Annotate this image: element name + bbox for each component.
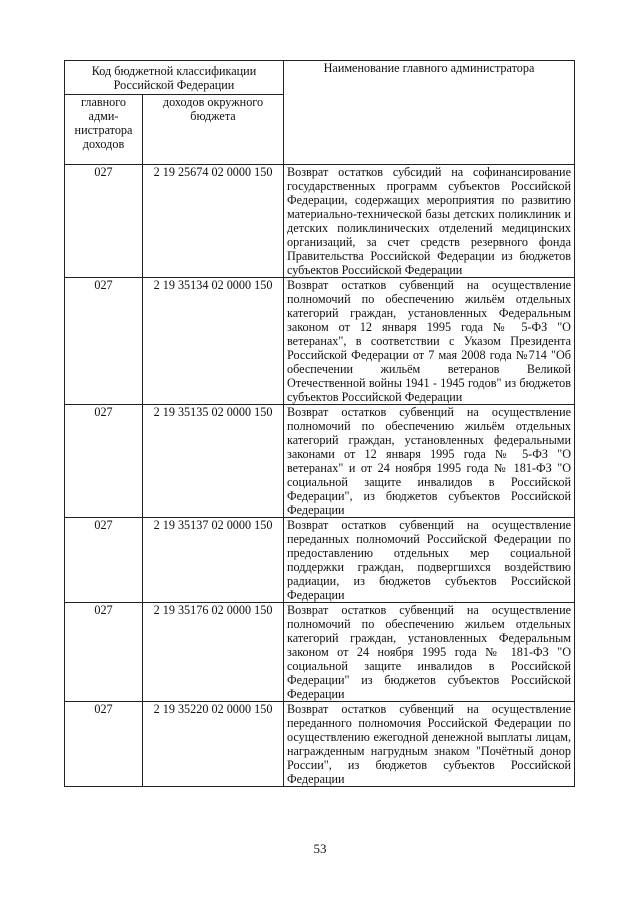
administrator-name-cell: Возврат остатков субвенций на осуществление полномочий по обеспечению жильём отдельных категорий граждан, установленных федеральными законами от 12 января 1995 года № 5-ФЗ "О ветеранах" и от 24 ноября 1995 года № 181-ФЗ "О социальной защите инвалидов в Российской Федерации", из бюджетов субъектов Российской Федерации [284,405,575,518]
administrator-name-cell: Возврат остатков субвенций на осуществление полномочий по обеспечению жильем отдельных категорий граждан, установленных Федеральным законом от 24 ноября 1995 года № 181-ФЗ "О социальной защите инвалидов в Российской Федерации" из бюджетов субъектов Российской Федерации [284,603,575,702]
header-admin-name: Наименование главного администратора [284,61,575,165]
admin-code-cell: 027 [65,603,143,702]
admin-code-cell: 027 [65,278,143,405]
income-code-cell: 2 19 35220 02 0000 150 [143,702,284,787]
header-row-top [65,61,575,95]
admin-code-cell: 027 [65,518,143,603]
table-row [65,603,575,702]
admin-code-cell: 027 [65,702,143,787]
budget-classification-table [64,60,575,787]
table-row [65,278,575,405]
income-code-cell: 2 19 35176 02 0000 150 [143,603,284,702]
admin-code-cell: 027 [65,405,143,518]
income-code-cell: 2 19 25674 02 0000 150 [143,165,284,278]
page-number: 53 [313,841,327,856]
administrator-name-cell: Возврат остатков субсидий на софинансирование государственных программ субъектов Российской Федерации, содержащих мероприятия по развитию материально-технической базы детских поликлиник и детских поликлинических отделений медицинских организаций, за счет средств резервного фонда Правительства Российской Федерации из бюджетов субъектов Российской Федерации [284,165,575,278]
table-row [65,702,575,787]
admin-code-cell: 027 [65,165,143,278]
table-row [65,165,575,278]
table-row [65,405,575,518]
income-code-cell: 2 19 35135 02 0000 150 [143,405,284,518]
administrator-name-cell: Возврат остатков субвенций на осуществление переданных полномочий Российской Федерации по предоставлению отдельных мер социальной поддержки граждан, подвергшихся воздействию радиации, из бюджетов субъектов Российской Федерации [284,518,575,603]
administrator-name-cell: Возврат остатков субвенций на осуществление полномочий по обеспечению жильём отдельных категорий граждан, установленных Федеральным законом от 12 января 1995 года № 5-ФЗ "О ветеранах", в соответствии с Указом Президента Российской Федерации от 7 мая 2008 года №714 "Об обеспечении жильём ветеранов Великой Отечественной войны 1941 - 1945 годов" из бюджетов субъектов Российской Федерации [284,278,575,405]
header-income-code: доходов окружного бюджета [143,95,284,165]
header-admin-code: главного адми-нистратора доходов [65,95,143,165]
administrator-name-cell: Возврат остатков субвенций на осуществление переданного полномочия Российской Федерации по осуществлению ежегодной денежной выплаты лицам, награжденным нагрудным знаком "Почётный донор России", из бюджетов субъектов Российской Федерации [284,702,575,787]
header-code-group: Код бюджетной классификации Российской Федерации [65,61,284,95]
table-row [65,518,575,603]
income-code-cell: 2 19 35134 02 0000 150 [143,278,284,405]
income-code-cell: 2 19 35137 02 0000 150 [143,518,284,603]
